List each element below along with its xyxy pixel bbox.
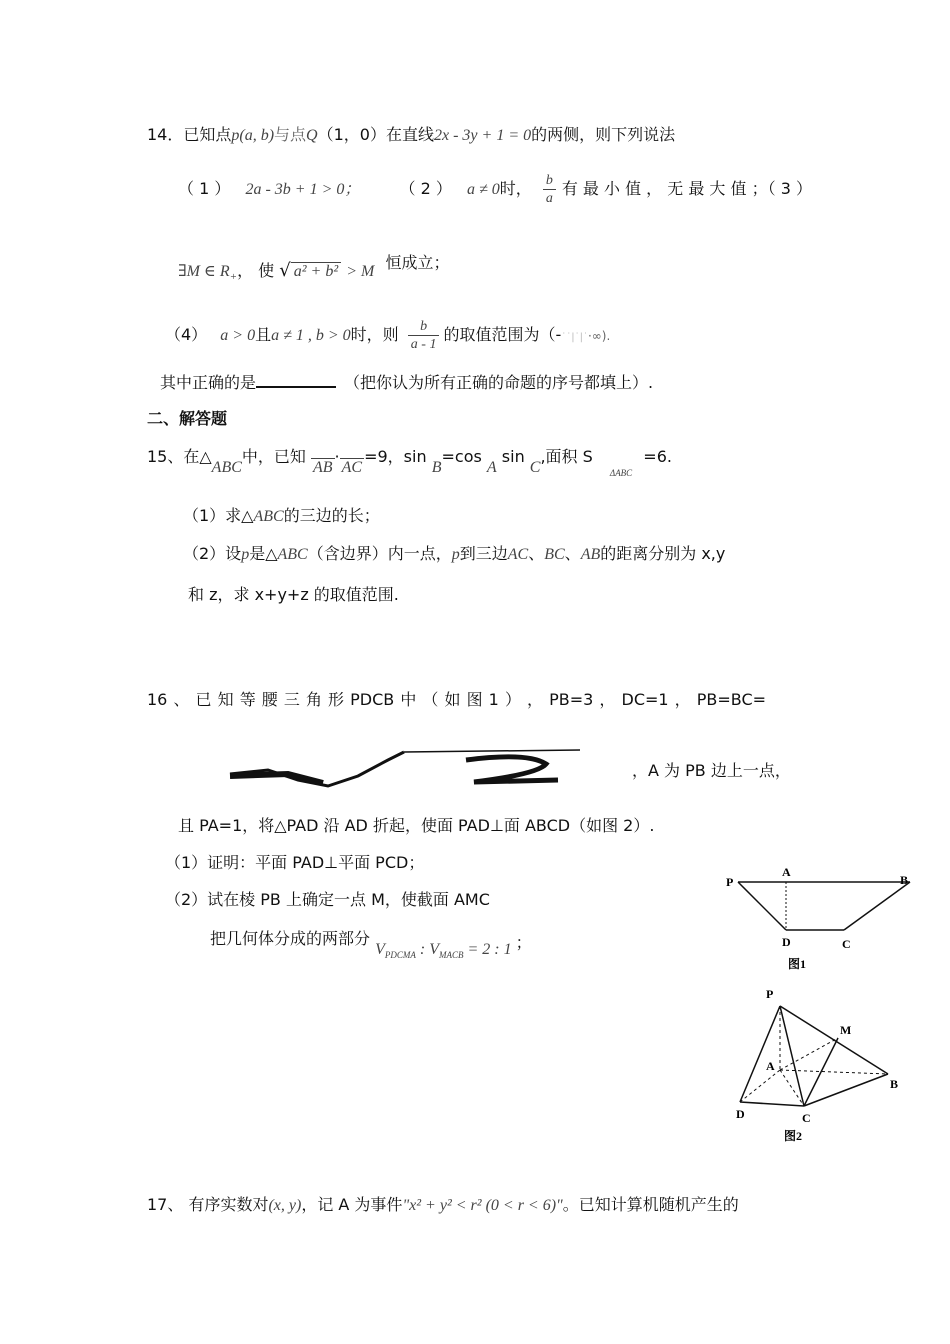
figure-2 xyxy=(728,984,918,1144)
q16-part2: （2）试在棱 PB 上确定一点 M，使截面 AMC xyxy=(165,890,490,909)
answer-prefix: 其中正确的是 xyxy=(160,373,257,392)
subscript: + xyxy=(229,271,238,284)
q14-statement-1-2 xyxy=(178,172,812,207)
q17-text: ，记 A 为事件 xyxy=(301,1195,403,1214)
q16-line3: 且 PA=1，将△PAD 沿 AD 折起，使面 PAD⊥面 ABCD（如图 2）. xyxy=(178,816,655,835)
edge-cb xyxy=(804,1074,888,1106)
statement-label: （4） xyxy=(165,325,208,344)
volume-subscript: MACB xyxy=(439,950,464,961)
q14-statement-4 xyxy=(165,318,610,353)
vector-label: AB xyxy=(313,459,333,476)
separator: 、 xyxy=(528,544,545,563)
ratio-value: = 2 : 1 xyxy=(467,941,512,958)
sqrt-sign: √ xyxy=(279,260,291,281)
digit-two xyxy=(466,757,558,782)
blurred-glyphs: ˙˙|˙|˙ xyxy=(561,332,588,343)
statement-text: 的取值范围为（- xyxy=(443,325,562,344)
edge-pd xyxy=(738,882,786,930)
q15-text: =9，sin xyxy=(364,447,427,466)
q14-answer-line xyxy=(160,370,653,394)
label-p: P xyxy=(766,987,774,1001)
q17-number: 17、 有序实数对 xyxy=(147,1195,269,1214)
sqrt-expression xyxy=(279,260,341,283)
edge-pc xyxy=(780,1006,804,1106)
q15-part1 xyxy=(183,505,380,528)
q17-stem xyxy=(147,1194,739,1217)
part-text: 的三边的长； xyxy=(283,506,380,525)
q14-point-q: Q xyxy=(306,127,318,144)
q14-text: （1，0）在直线 xyxy=(317,125,434,144)
q14-line-eq: 2x - 3y + 1 = 0 xyxy=(433,127,532,144)
q15-text: =cos xyxy=(441,447,482,466)
statement-4-cond: a ≠ 1 , b > 0 xyxy=(271,327,351,344)
numerator: b xyxy=(408,318,440,336)
q16-line2: ，A 为 PB 边上一点， xyxy=(632,761,791,780)
q15-text: ,面积 S xyxy=(540,447,593,466)
part-label: （2）设 xyxy=(183,544,242,563)
angle-b: B xyxy=(431,459,442,476)
ratio-colon: : xyxy=(419,941,426,958)
angle-c: C xyxy=(529,459,541,476)
label-m: M xyxy=(840,1023,852,1037)
statement-text: ， 使 xyxy=(237,261,275,280)
triangle-abc: ABC xyxy=(277,546,308,563)
edge-cm xyxy=(804,1038,838,1106)
statement-label: （ 1 ） xyxy=(178,179,231,198)
label-d: D xyxy=(736,1107,745,1121)
part-text: 把几何体分成的两部分 xyxy=(210,929,371,948)
area-subscript: ΔABC xyxy=(609,468,633,478)
sqrt-bar xyxy=(404,750,580,752)
statement-text: 时，则 xyxy=(350,325,399,344)
answer-hint: （把你认为所有正确的命题的序号都填上）. xyxy=(344,373,654,392)
side-bc: BC xyxy=(544,546,565,563)
statement-3-expr: > M xyxy=(346,263,375,280)
edge-pd xyxy=(740,1006,780,1102)
section-heading: 二、解答题 xyxy=(147,409,228,428)
statement-label: （ 2 ） xyxy=(399,179,452,198)
statement-end: ·∞). xyxy=(587,329,611,343)
q14-stem xyxy=(147,124,675,147)
volume-symbol: V xyxy=(375,941,385,958)
statement-3-expr: ∃M ∈ R xyxy=(178,263,230,280)
volume-symbol: V xyxy=(429,941,439,958)
part-text: 是△ xyxy=(249,544,278,563)
vector-label: AC xyxy=(341,459,363,476)
dot-product: · xyxy=(334,447,340,466)
q14-statement-3 xyxy=(178,253,450,288)
event-expr: "x² + y² < r² (0 < r < 6)" xyxy=(402,1197,563,1214)
denominator: a - 1 xyxy=(410,337,437,352)
numerator: b xyxy=(543,172,556,190)
q15-number: 15、在△ xyxy=(147,447,212,466)
statement-4-cond: a > 0 xyxy=(220,327,256,344)
vector-ac xyxy=(340,456,364,479)
statement-text: 恒成立； xyxy=(385,253,450,272)
q15-part2-cont: 和 z，求 x+y+z 的取值范围. xyxy=(188,585,399,604)
edge-dc xyxy=(740,1102,804,1106)
label-c: C xyxy=(802,1111,811,1125)
figure-2-caption: 图2 xyxy=(784,1129,803,1143)
point-p: p xyxy=(451,546,460,563)
triangle-abc: ABC xyxy=(211,459,242,476)
label-p: P xyxy=(726,875,734,889)
q14-number: 14．已知点 xyxy=(147,125,232,144)
part-text: 到三边 xyxy=(459,544,508,563)
q15-text: 中，已知 xyxy=(241,447,306,466)
triangle-abc: ABC xyxy=(253,508,284,525)
statement-2-text: 有 最 小 值 ， 无 最 大 值 ；（ 3 ） xyxy=(561,179,812,198)
label-a: A xyxy=(766,1059,775,1073)
point-p: p xyxy=(241,546,250,563)
q16-part2-cont xyxy=(210,928,532,961)
label-a: A xyxy=(782,865,791,879)
q16-part1: （1）证明：平面 PAD⊥平面 PCD； xyxy=(165,853,425,872)
label-b: B xyxy=(890,1077,899,1091)
edge-cb xyxy=(844,882,910,930)
side-ab: AB xyxy=(580,546,601,563)
statement-text: 时， xyxy=(499,179,532,198)
ordered-pair: (x, y) xyxy=(268,1197,302,1214)
vector-ab xyxy=(311,456,335,479)
distorted-sqrt2-image xyxy=(228,746,584,790)
part-label: （1）求△ xyxy=(183,506,254,525)
fraction-b-over-a-1 xyxy=(408,318,440,353)
part-text: （含边界）内一点， xyxy=(307,544,452,563)
q15-part2 xyxy=(183,543,725,566)
sqrt-sign-thick xyxy=(230,774,323,783)
denominator: a xyxy=(545,191,553,206)
figure-1 xyxy=(720,862,920,974)
sqrt-content: a² + b² xyxy=(291,262,341,280)
statement-2-cond: a ≠ 0 xyxy=(466,181,500,198)
answer-blank[interactable] xyxy=(256,370,336,388)
q15-text: sin xyxy=(501,447,525,466)
volume-ratio xyxy=(375,941,516,961)
q17-text: 。已知计算机随机产生的 xyxy=(562,1195,739,1214)
label-d: D xyxy=(782,935,791,949)
label-b: B xyxy=(900,873,909,887)
q14-point-p: p(a, b) xyxy=(231,127,275,144)
separator: 、 xyxy=(564,544,581,563)
part-text: 的距离分别为 x,y xyxy=(600,544,726,563)
part-end: ； xyxy=(515,933,532,952)
fraction-b-over-a xyxy=(543,172,556,207)
side-ac: AC xyxy=(507,546,529,563)
q14-text: 的两侧，则下列说法 xyxy=(531,125,676,144)
angle-a: A xyxy=(486,459,497,476)
volume-subscript: PDCMA xyxy=(384,950,416,961)
figure-1-caption: 图1 xyxy=(788,957,807,971)
q16-stem: 16 、 已 知 等 腰 三 角 形 PDCB 中 （ 如 图 1 ） ， PB=3 ， DC=1 ， PB=BC= xyxy=(147,690,767,709)
label-c: C xyxy=(842,937,851,951)
statement-1-expr: 2a - 3b + 1 > 0； xyxy=(245,181,361,198)
q15-text: =6. xyxy=(643,447,672,466)
q14-text: 与点 xyxy=(274,125,307,144)
statement-text: 且 xyxy=(255,325,272,344)
